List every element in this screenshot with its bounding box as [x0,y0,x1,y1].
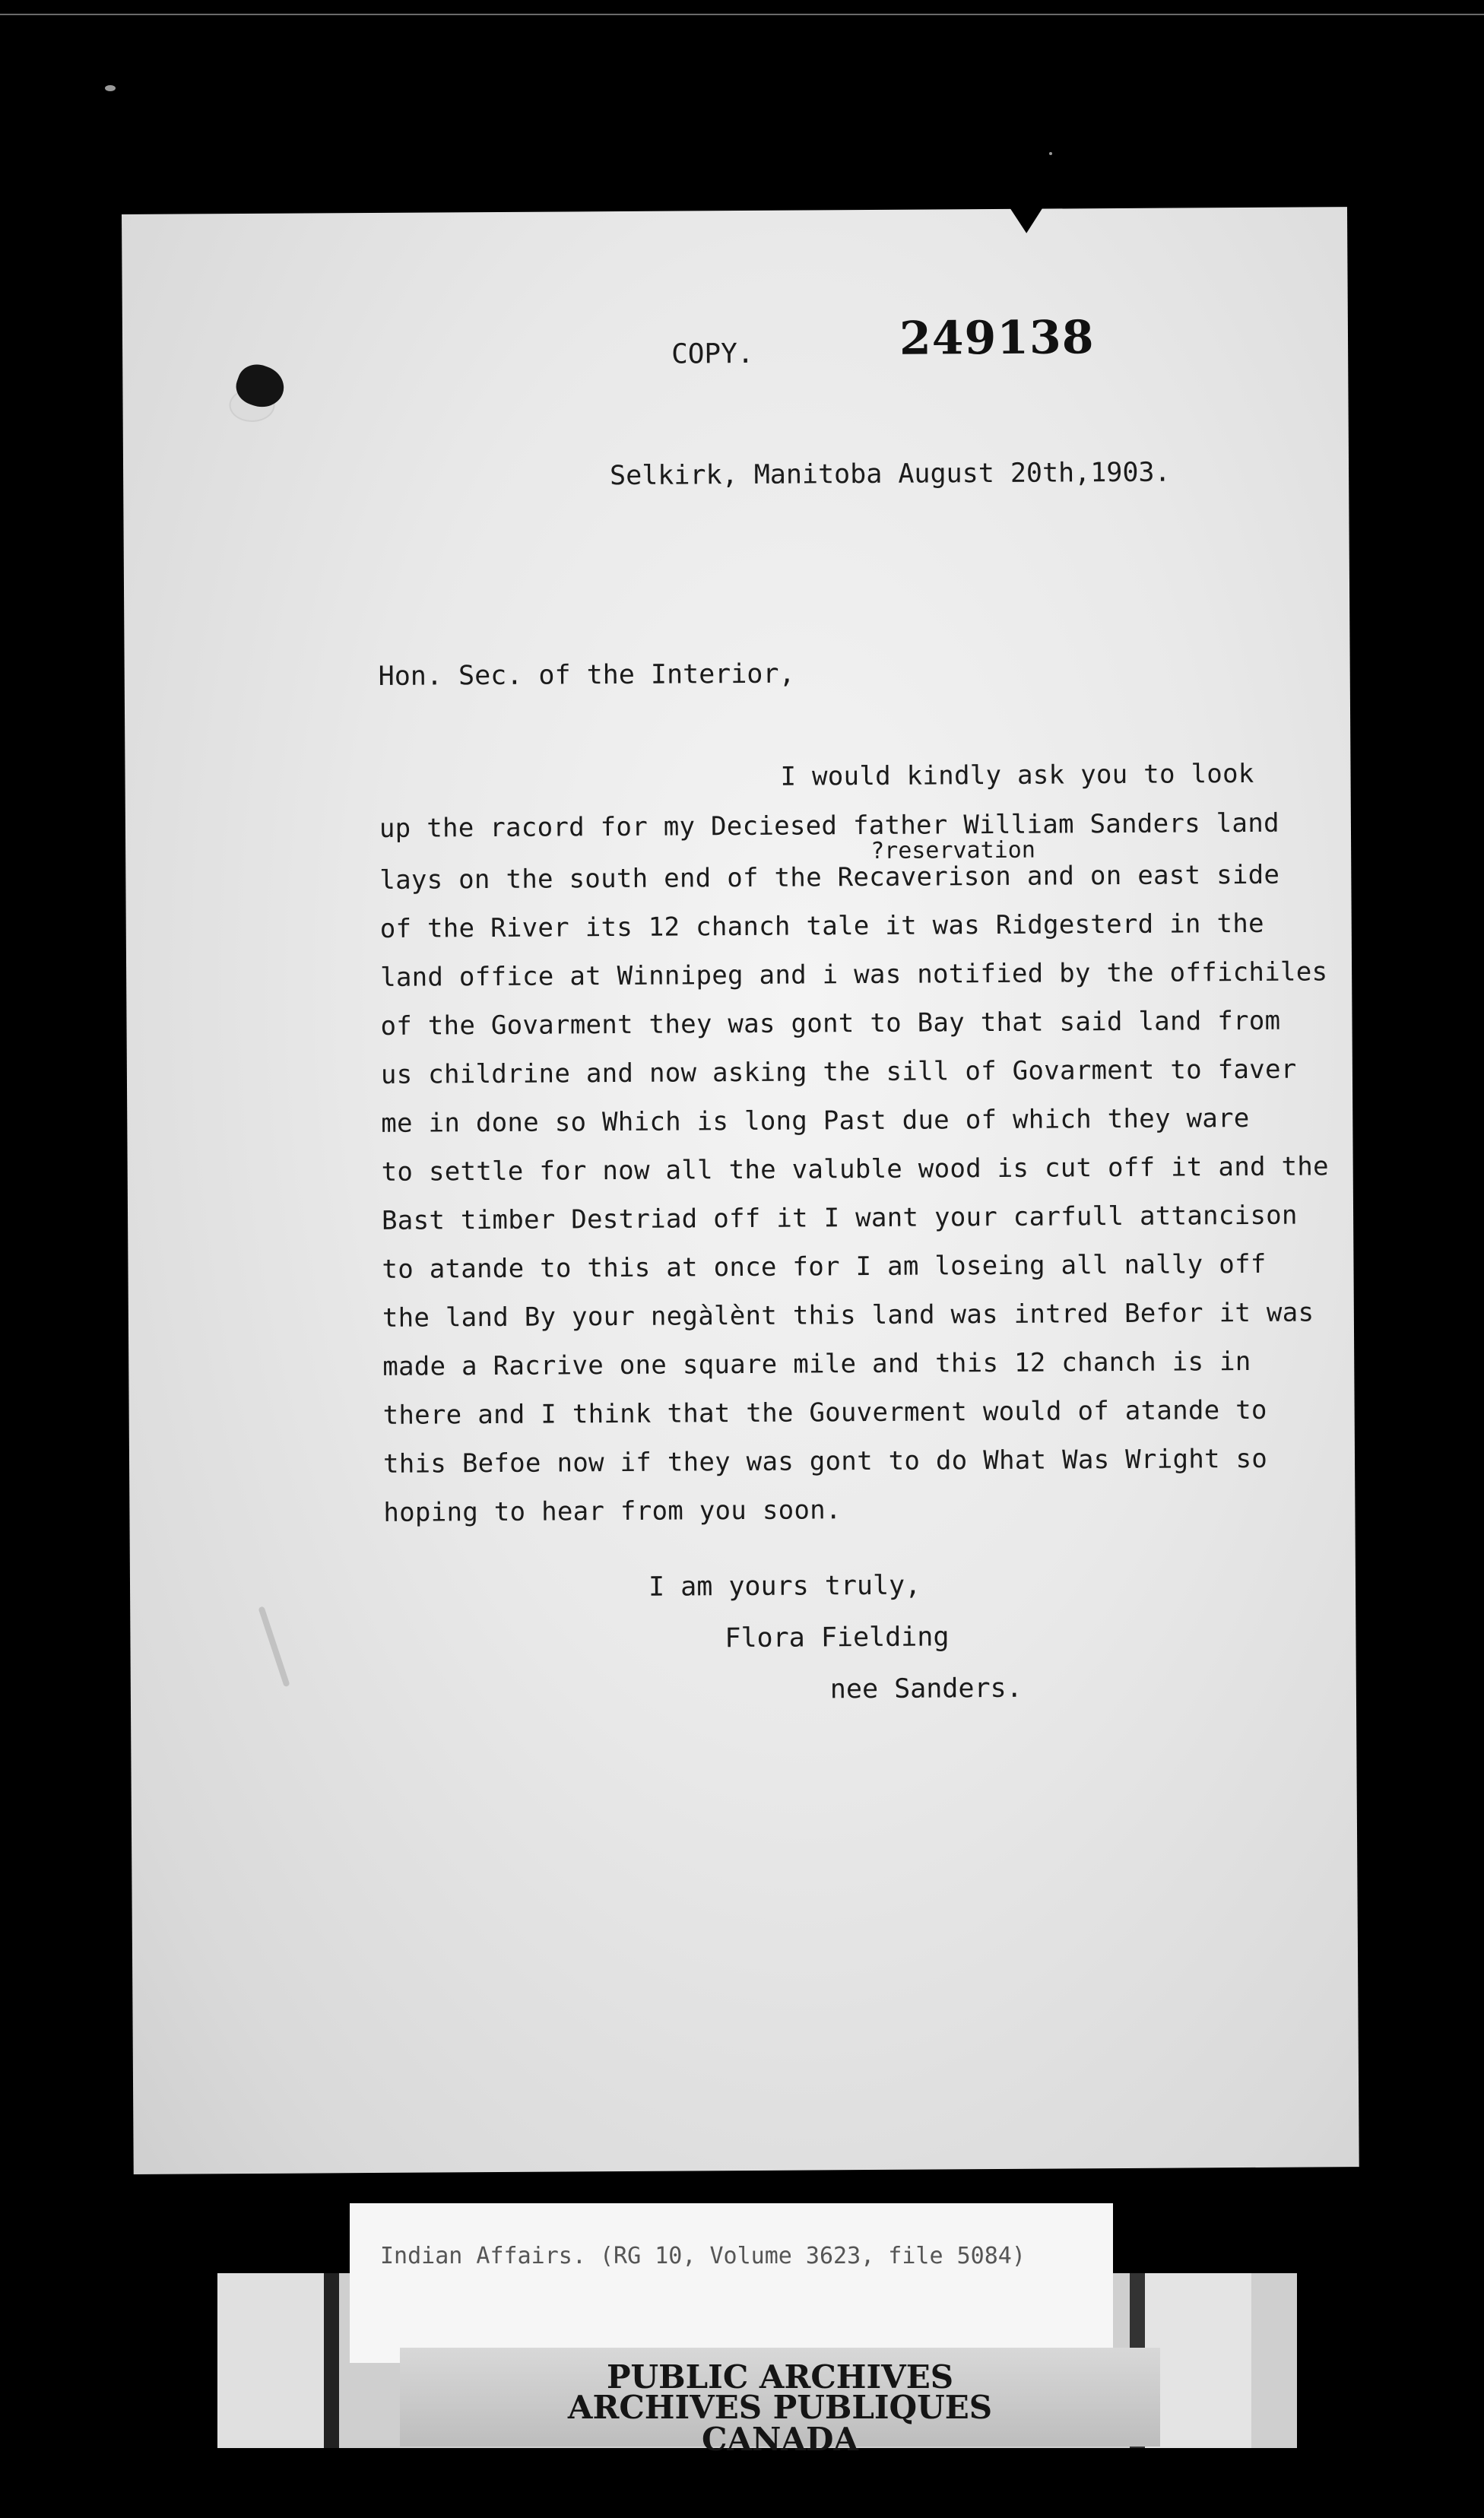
signature-note: nee Sanders. [829,1673,1023,1705]
body-line: I would kindly ask you to look [780,758,1254,792]
body-line: Bast timber Destriad off it I want your carfull attancison [381,1200,1298,1236]
interlinear-insert: ?reservation [870,836,1035,864]
signature: Flora Fielding [725,1622,950,1654]
stamp-line-3: CANADA [701,2421,858,2458]
file-number: 249138 [899,311,1095,366]
film-edge-top [0,14,1484,15]
body-line: made a Racrive one square mile and this 12 chanch is in [382,1346,1251,1382]
film-speck [1049,152,1052,155]
letter-sheet [122,207,1359,2174]
body-line: to settle for now all the valuble wood is cut off it and the [381,1151,1329,1188]
film-speck [105,85,116,91]
salutation: Hon. Sec. of the Interior, [378,658,795,692]
body-line: of the Govarment they was gont to Bay that said land from [380,1005,1281,1042]
body-line: me in done so Which is long Past due of which they ware [381,1102,1250,1139]
tray-divider [324,2273,339,2448]
body-line: lays on the south end of the Recaverison and on east side [379,859,1280,896]
body-line: to atande to this at once for I am loseing all nally off [382,1248,1267,1285]
body-line: land office at Winnipeg and i was notified by the offichiles [380,956,1328,993]
citation-card [350,2203,1113,2363]
body-line: us childrine and now asking the sill of Govarment to faver [380,1054,1297,1090]
paper-scratch [258,1606,290,1687]
copy-label: COPY. [671,338,754,370]
body-line: hoping to hear from you soon. [383,1495,842,1528]
tray-left-panel [217,2273,324,2448]
tray-right-panel [1145,2273,1251,2448]
body-line: there and I think that the Gouverment would of atande to [382,1394,1267,1431]
archives-stamp [400,2348,1160,2458]
stamp-line-1: PUBLIC ARCHIVES [606,2358,954,2396]
body-line: the land By your negàlènt this land was intred Befor it was [382,1297,1314,1334]
body-line: up the racord for my Deciesed father William Sanders land [379,807,1279,844]
body-line: of the River its 12 chanch tale it was Ridgesterd in the [379,908,1264,944]
dateline: Selkirk, Manitoba August 20th,1903. [609,457,1171,492]
body-line: this Befoe now if they was gont to do What Was Wright so [382,1443,1268,1479]
closing: I am yours truly, [648,1570,921,1603]
archive-citation: Indian Affairs. (RG 10, Volume 3623, file 5084) [380,2243,1026,2269]
sheet-notch [1010,208,1043,233]
stamp-line-2: ARCHIVES PUBLIQUES [567,2389,993,2426]
